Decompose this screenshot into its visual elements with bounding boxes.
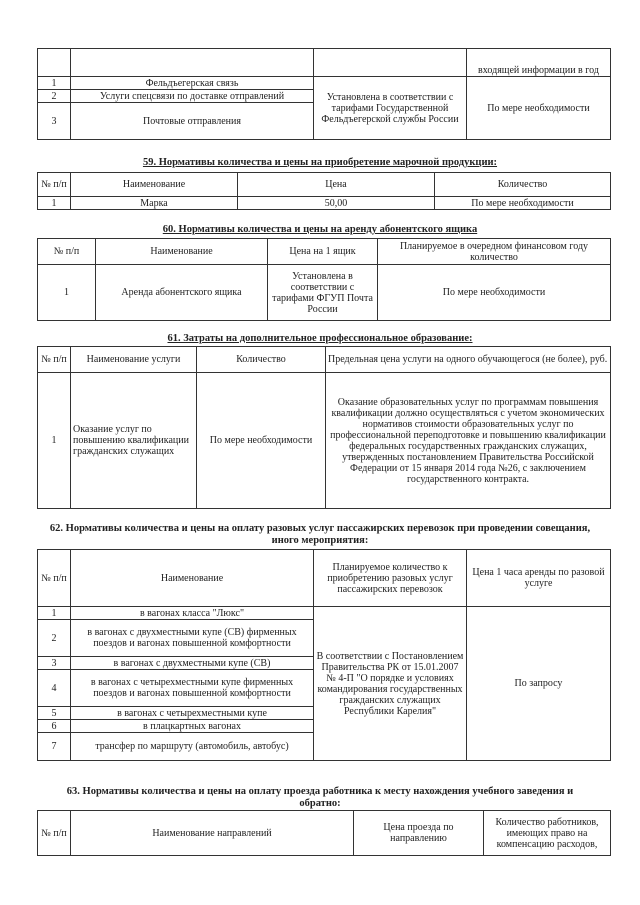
cell-empty	[38, 49, 71, 77]
row-cell: 1	[38, 373, 71, 509]
row-cell: Установлена в соответствии с тарифами ФГУП Почта России	[268, 265, 378, 321]
header-cell: № п/п	[38, 550, 71, 607]
header-cell: Количество работников, имеющих право на компенсацию расходов,	[484, 811, 611, 856]
qty-cell: По мере необходимости	[467, 77, 611, 140]
section-61-title: 61. Затраты на дополнительное профессиональное образование:	[167, 333, 473, 344]
header-cell: № п/п	[38, 347, 71, 373]
row-number: 3	[38, 657, 71, 670]
row-cell: По мере необходимости	[197, 373, 326, 509]
row-number: 2	[38, 90, 71, 103]
row-number: 5	[38, 707, 71, 720]
row-cell: По мере необходимости	[378, 265, 611, 321]
row-name: в вагонах с двухместными купе (СВ)	[71, 657, 314, 670]
header-cell: № п/п	[38, 173, 71, 197]
table-59	[37, 172, 611, 210]
header-cell: № п/п	[38, 239, 96, 265]
row-name: в вагонах с четырехместными купе фирменных поездов и вагонах повышенной комфортности	[71, 670, 314, 707]
row-cell: Аренда абонентского ящика	[96, 265, 268, 321]
header-cell: Планируемое количество к приобретению разовых услуг пассажирских перевозок	[314, 550, 467, 607]
price-cell: Установлена в соответствии с тарифами Государственной Фельдъегерской службы России	[314, 77, 467, 140]
section-59-title: 59. Нормативы количества и цены на приобретение марочной продукции:	[142, 157, 498, 168]
row-cell: Оказание образовательных услуг по программам повышения квалификации должно осуществляться с учетом экономических нормативов стоимости образовательных услуг по профессиональной переподготовке и повышению квалификации федеральных государственных гражданских служащих, утвержденных постановлением Правительства Российской Федерации от 15 января 2014 года №26, с заключением государственного контракта.	[326, 373, 611, 509]
row-number: 3	[38, 103, 71, 140]
cell-empty	[314, 49, 467, 77]
header-cell: № п/п	[38, 811, 71, 856]
table-62	[37, 549, 611, 761]
row-number: 4	[38, 670, 71, 707]
row-name: Почтовые отправления	[71, 103, 314, 140]
header-cell: Цена	[238, 173, 435, 197]
header-cell: Количество	[435, 173, 611, 197]
cell-empty	[71, 49, 314, 77]
row-number: 7	[38, 733, 71, 761]
header-cell: Цена 1 часа аренды по разовой услуге	[467, 550, 611, 607]
row-cell: 1	[38, 265, 96, 321]
header-cell: Наименование услуги	[71, 347, 197, 373]
table-60	[37, 238, 611, 321]
row-number: 6	[38, 720, 71, 733]
row-name: в вагонах с четырехместными купе	[71, 707, 314, 720]
row-name: в плацкартных вагонах	[71, 720, 314, 733]
row-number: 1	[38, 77, 71, 90]
header-cell: Наименование	[71, 550, 314, 607]
section-62-title: 62. Нормативы количества и цены на оплату разовых услуг пассажирских перевозок при проведении совещания, иного мероприятия:	[49, 523, 591, 546]
row-cell: 1	[38, 197, 71, 210]
row-name: трансфер по маршруту (автомобиль, автобус)	[71, 733, 314, 761]
table-61	[37, 346, 611, 509]
price-cell: По запросу	[467, 607, 611, 761]
row-cell: 50,00	[238, 197, 435, 210]
row-number: 2	[38, 620, 71, 657]
cell-top-right: входящей информации в год	[467, 49, 611, 77]
row-cell: По мере необходимости	[435, 197, 611, 210]
row-name: Услуги спецсвязи по доставке отправлений	[71, 90, 314, 103]
section-63-title: 63. Нормативы количества и цены на оплату проезда работника к месту нахождения учебного заведения и обратно:	[66, 786, 574, 809]
header-cell: Количество	[197, 347, 326, 373]
row-number: 1	[38, 607, 71, 620]
header-cell: Цена на 1 ящик	[268, 239, 378, 265]
row-cell: Оказание услуг по повышению квалификации гражданских служащих	[71, 373, 197, 509]
header-cell: Планируемое в очередном финансовом году количество	[378, 239, 611, 265]
header-cell: Цена проезда по направлению	[354, 811, 484, 856]
header-cell: Наименование	[71, 173, 238, 197]
table-63	[37, 810, 611, 856]
row-name: в вагонах класса "Люкс"	[71, 607, 314, 620]
table-courier	[37, 48, 611, 140]
header-cell: Наименование направлений	[71, 811, 354, 856]
section-60-title: 60. Нормативы количества и цены на аренду абонентского ящика	[162, 224, 478, 235]
row-name: в вагонах с двухместными купе (СВ) фирменных поездов и вагонах повышенной комфортности	[71, 620, 314, 657]
qty-cell: В соответствии с Постановлением Правительства РК от 15.01.2007 № 4-П "О порядке и условиях командирования государственных гражданских служащих Республики Карелия"	[314, 607, 467, 761]
row-cell: Марка	[71, 197, 238, 210]
row-name: Фельдъегерская связь	[71, 77, 314, 90]
header-cell: Наименование	[96, 239, 268, 265]
header-cell: Предельная цена услуги на одного обучающегося (не более), руб.	[326, 347, 611, 373]
